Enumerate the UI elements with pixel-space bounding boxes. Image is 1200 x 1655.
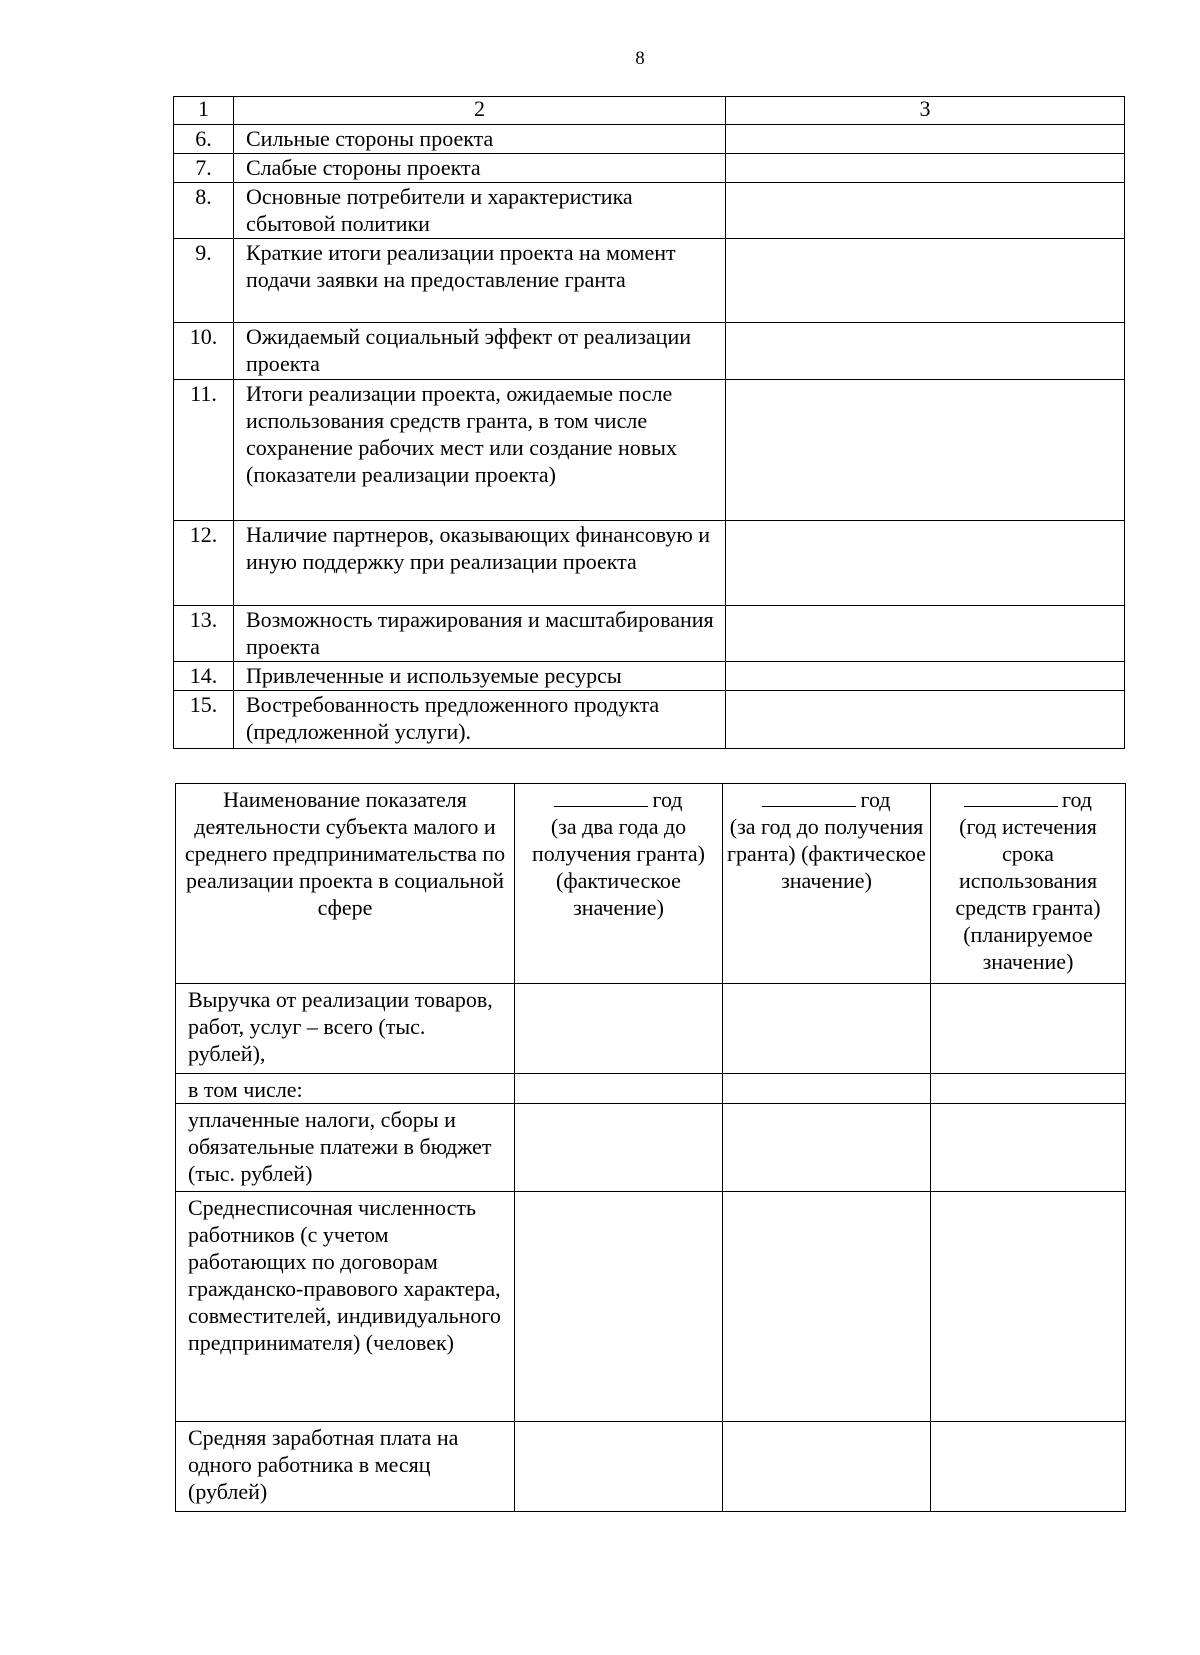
year-blank-2 <box>762 786 856 807</box>
indicator-label: Выручка от реализации товаров, работ, услуг – всего (тыс. рублей), <box>176 984 515 1074</box>
project-table <box>173 96 1125 749</box>
header-cell-3: 3 <box>726 97 1125 125</box>
table-row <box>176 1074 1126 1104</box>
table-row <box>174 662 1125 691</box>
value-cell <box>723 1422 931 1512</box>
value-cell <box>931 1104 1126 1192</box>
table-row <box>174 239 1125 323</box>
row-number: 12. <box>174 521 234 606</box>
row-value <box>726 183 1125 239</box>
value-cell <box>515 1074 723 1104</box>
year-column-description: (за два года до получения гранта) (фактическое значение) <box>532 814 705 920</box>
row-value <box>726 606 1125 662</box>
row-number: 10. <box>174 323 234 380</box>
row-description: Привлеченные и используемые ресурсы <box>234 662 726 691</box>
value-cell <box>723 1074 931 1104</box>
year-column-1-header <box>515 784 723 984</box>
table-row <box>174 380 1125 521</box>
header-cell-1: 1 <box>174 97 234 125</box>
indicator-label: Средняя заработная плата на одного работника в месяц (рублей) <box>176 1422 515 1512</box>
year-label: год <box>1061 787 1093 812</box>
header-cell-2: 2 <box>234 97 726 125</box>
value-cell <box>515 1422 723 1512</box>
row-description: Возможность тиражирования и масштабирования проекта <box>234 606 726 662</box>
row-number: 14. <box>174 662 234 691</box>
value-cell <box>931 984 1126 1074</box>
page-number: 8 <box>635 48 645 69</box>
year-label: год <box>652 787 683 812</box>
row-description: Итоги реализации проекта, ожидаемые после использования средств гранта, в том числе сохранение рабочих мест или создание новых (показатели реализации проекта) <box>234 380 726 521</box>
row-description: Наличие партнеров, оказывающих финансовую и иную поддержку при реализации проекта <box>234 521 726 606</box>
table-row <box>174 154 1125 183</box>
year-label: год <box>860 787 891 812</box>
row-description: Краткие итоги реализации проекта на момент подачи заявки на предоставление гранта <box>234 239 726 323</box>
table-row <box>174 691 1125 749</box>
year-column-description: (год истечения срока использования средств гранта) (планируемое значение) <box>955 814 1101 974</box>
year-column-3-header <box>931 784 1126 984</box>
indicators-header-row <box>176 784 1126 984</box>
value-cell <box>931 1422 1126 1512</box>
value-cell <box>931 1074 1126 1104</box>
row-number: 7. <box>174 154 234 183</box>
table-row <box>174 125 1125 154</box>
row-value <box>726 323 1125 380</box>
value-cell <box>515 1104 723 1192</box>
value-cell <box>931 1192 1126 1422</box>
row-value <box>726 239 1125 323</box>
row-number: 6. <box>174 125 234 154</box>
value-cell <box>515 1192 723 1422</box>
indicator-label: уплаченные налоги, сборы и обязательные платежи в бюджет (тыс. рублей) <box>176 1104 515 1192</box>
row-value <box>726 521 1125 606</box>
indicator-label: Среднесписочная численность работников (с учетом работающих по договорам гражданско-правового характера, совместителей, индивидуального предпринимателя) (человек) <box>176 1192 515 1422</box>
row-description: Ожидаемый социальный эффект от реализации проекта <box>234 323 726 380</box>
year-column-description: (за год до получения гранта) (фактическое значение) <box>727 814 926 893</box>
value-cell <box>723 984 931 1074</box>
year-blank-1 <box>554 786 648 807</box>
year-blank-3 <box>964 786 1058 807</box>
indicators-table <box>175 783 1126 1512</box>
table-row <box>176 1422 1126 1512</box>
table-row <box>176 1104 1126 1192</box>
indicator-name-header: Наименование показателя деятельности субъекта малого и среднего предпринимательства по реализации проекта в социальной сфере <box>176 784 515 984</box>
value-cell <box>515 984 723 1074</box>
table-row <box>174 606 1125 662</box>
row-value <box>726 380 1125 521</box>
row-value <box>726 125 1125 154</box>
table-row <box>174 183 1125 239</box>
row-description: Основные потребители и характеристика сбытовой политики <box>234 183 726 239</box>
table-row <box>176 984 1126 1074</box>
row-value <box>726 154 1125 183</box>
row-description: Востребованность предложенного продукта (предложенной услуги). <box>234 691 726 749</box>
row-number: 13. <box>174 606 234 662</box>
table-row <box>174 323 1125 380</box>
row-number: 15. <box>174 691 234 749</box>
row-description: Сильные стороны проекта <box>234 125 726 154</box>
row-value <box>726 662 1125 691</box>
value-cell <box>723 1192 931 1422</box>
table-header-row <box>174 97 1125 125</box>
value-cell <box>723 1104 931 1192</box>
row-number: 8. <box>174 183 234 239</box>
row-value <box>726 691 1125 749</box>
row-number: 11. <box>174 380 234 521</box>
table-row <box>176 1192 1126 1422</box>
row-number: 9. <box>174 239 234 323</box>
indicator-label: в том числе: <box>176 1074 515 1104</box>
year-column-2-header <box>723 784 931 984</box>
table-row <box>174 521 1125 606</box>
row-description: Слабые стороны проекта <box>234 154 726 183</box>
